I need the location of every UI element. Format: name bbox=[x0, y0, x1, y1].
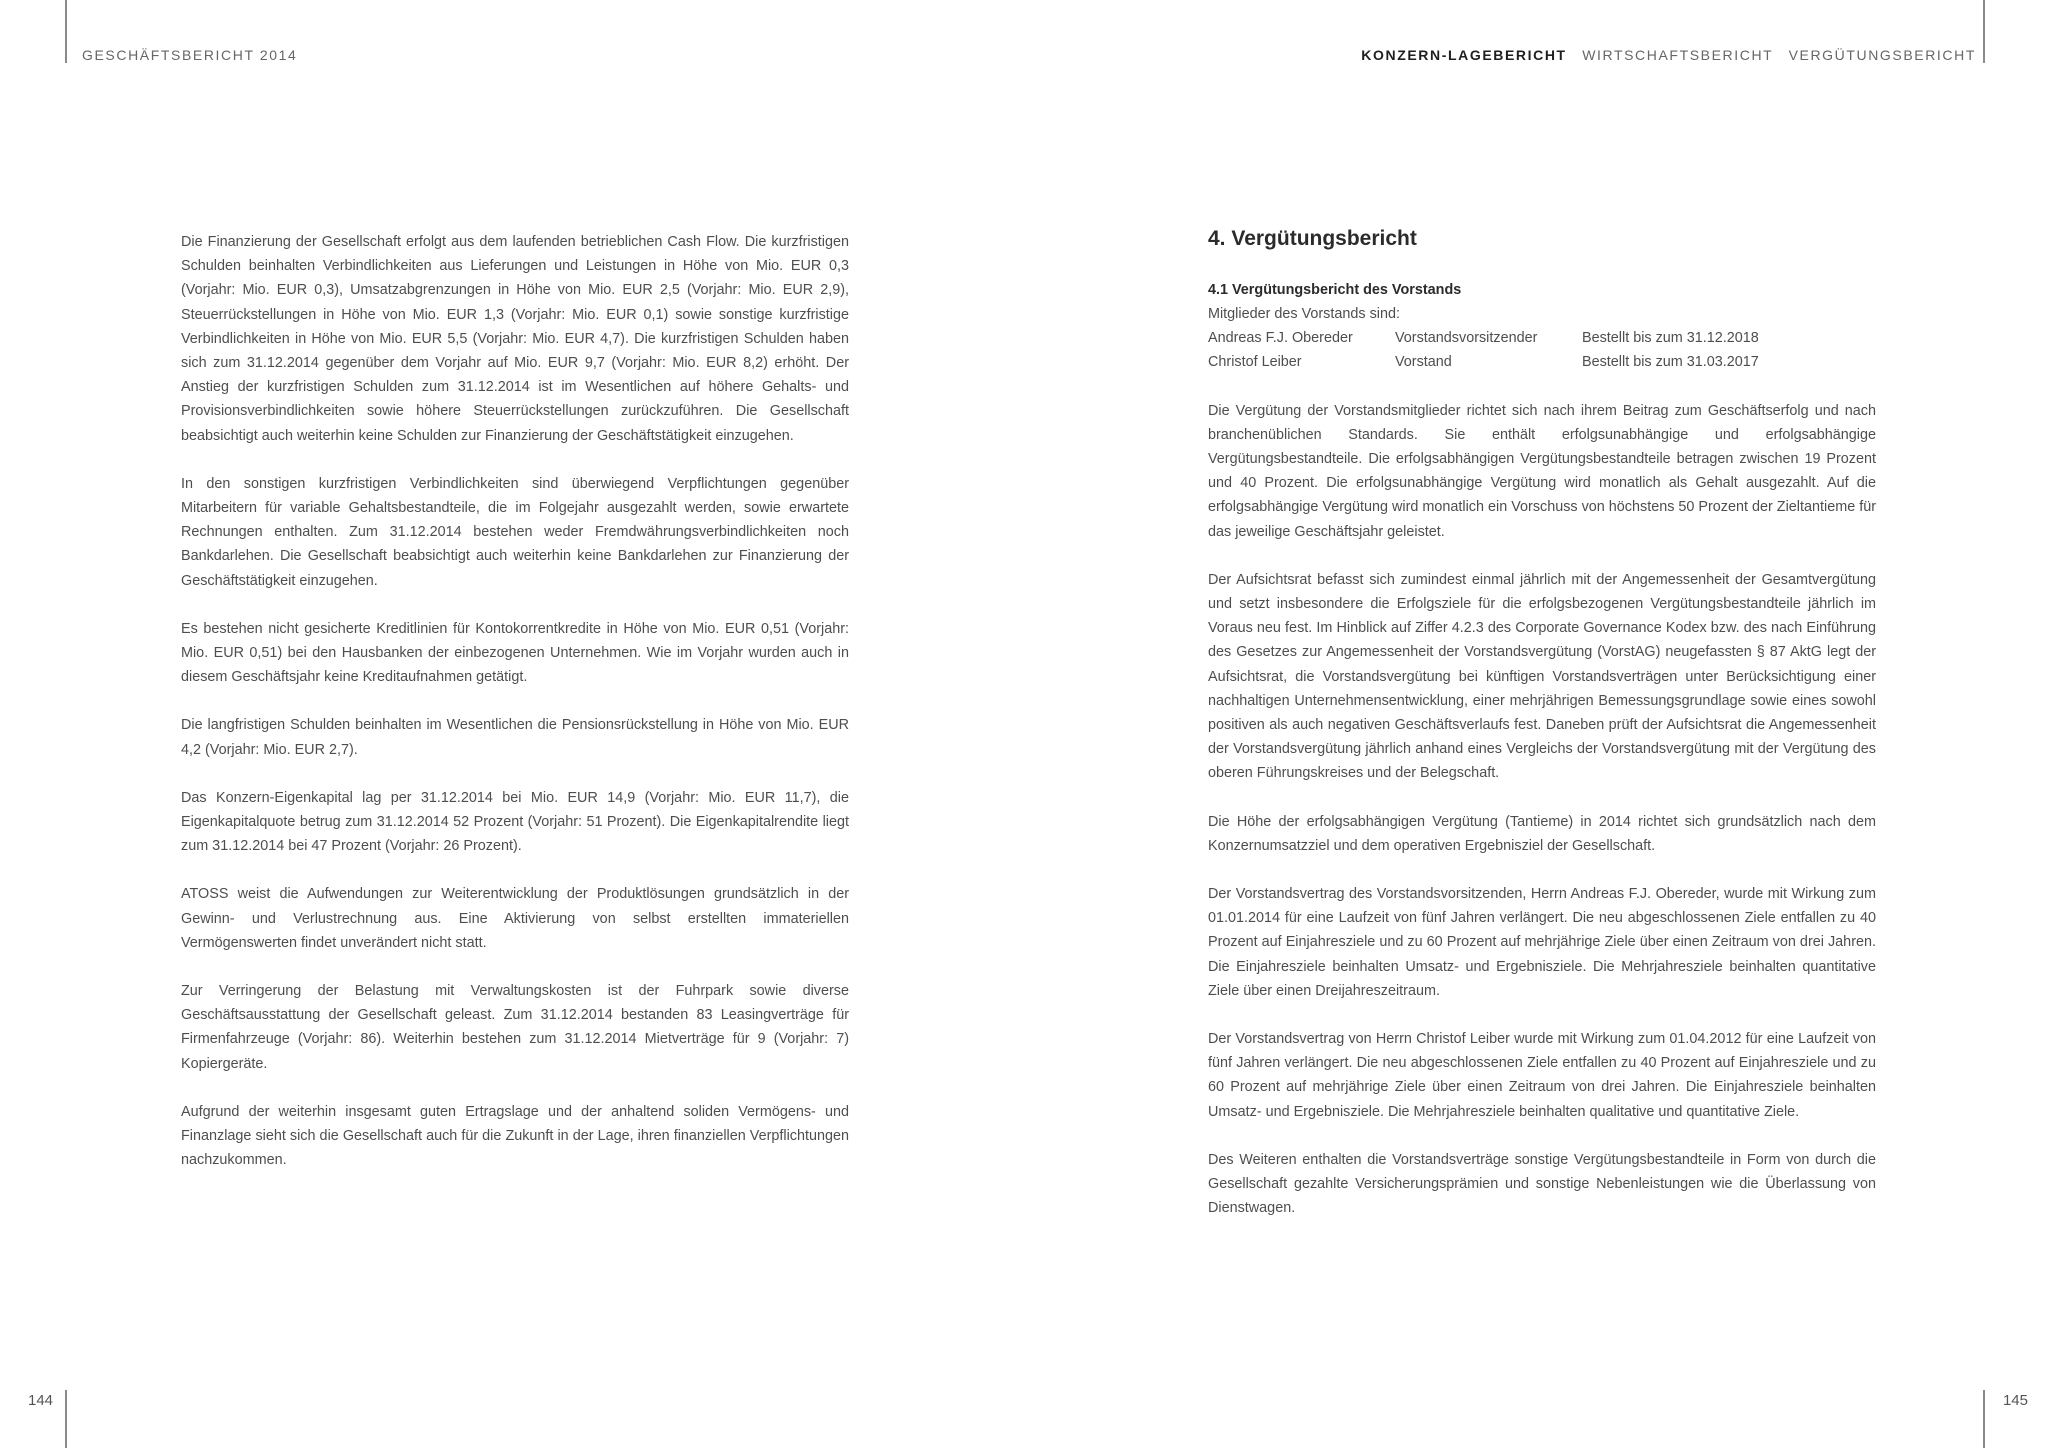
top-left-rule bbox=[65, 0, 67, 63]
bottom-right-rule bbox=[1983, 1390, 1985, 1448]
header-nav-wirtschaftsbericht: WIRTSCHAFTSBERICHT bbox=[1582, 47, 1774, 63]
paragraph: Des Weiteren enthalten die Vorstandsverträge sonstige Vergütungsbestandteile in Form von durch die Gesellschaft gezahlte Versicherungsprämien und sonstige Nebenleistungen wie die Überlassung von Dienstwagen. bbox=[1208, 1151, 1876, 1217]
paragraph: Das Konzern-Eigenkapital lag per 31.12.2014 bei Mio. EUR 14,9 (Vorjahr: Mio. EUR 11,7), die Eigenkapitalquote betrug zum 31.12.2014 52 Prozent (Vorjahr: 51 Prozent). Die Eigenkapitalrendite liegt zum 31.12.2014 bei 47 Prozent (Vorjahr: 26 Prozent). bbox=[181, 789, 849, 855]
running-header-nav bbox=[1351, 47, 1976, 63]
paragraph: Zur Verringerung der Belastung mit Verwaltungskosten ist der Fuhrpark sowie diverse Geschäftsausstattung der Gesellschaft geleast. Zum 31.12.2014 bestanden 83 Leasingverträge für Firmenfahrzeuge (Vorjahr: 86). Weiterhin bestehen zum 31.12.2014 Mietverträge für 9 (Vorjahr: 7) Kopiergeräte. bbox=[181, 983, 849, 1072]
members-intro: Mitglieder des Vorstands sind: bbox=[1208, 306, 1400, 322]
bottom-left-rule bbox=[65, 1390, 67, 1448]
paragraph: Die Vergütung der Vorstandsmitglieder richtet sich nach ihrem Beitrag zum Geschäftserfolg und nach branchenüblichen Standards. Sie enthält erfolgsunabhängige und erfolgsabhängige Vergütungsbestandteile. Die erfolgsabhängigen Vergütungsbestandteile betragen zwischen 19 Prozent und 40 Prozent. Die erfolgsunabhängige Vergütung wird monatlich als Gehalt ausgezahlt. Auf die erfolgsabhängige Vergütung wird monatlich ein Vorschuss von höchstens 50 Prozent der Zieltantieme für das jeweilige Geschäftsjahr geleistet. bbox=[1208, 402, 1876, 540]
right-page-body bbox=[1208, 224, 1876, 1245]
page-number-right: 145 bbox=[2002, 1392, 2028, 1409]
member-row bbox=[1208, 326, 1876, 350]
paragraph: Die Finanzierung der Gesellschaft erfolgt aus dem laufenden betrieblichen Cash Flow. Die kurzfristigen Schulden beinhalten Verbindlichkeiten aus Lieferungen und Leistungen in Höhe von Mio. EUR 0,3 (Vorjahr: Mio. EUR 0,3), Umsatzabgrenzungen in Höhe von Mio. EUR 2,5 (Vorjahr: Mio. EUR 2,9), Steuerrückstellungen in Höhe von Mio. EUR 1,3 (Vorjahr: Mio. EUR 0,1) sowie sonstige kurzfristige Verbindlichkeiten in Höhe von Mio. EUR 5,5 (Vorjahr: Mio. EUR 4,7). Die kurzfristigen Schulden haben sich zum 31.12.2014 gegenüber dem Vorjahr auf Mio. EUR 9,7 (Vorjahr: Mio. EUR 8,2) erhöht. Der Anstieg der kurzfristigen Schulden zum 31.12.2014 ist im Wesentlichen auf höhere Gehalts- und Provisionsverbindlichkeiten sowie höhere Steuerrückstellungen zurückzuführen. Die Gesellschaft beabsichtigt auch weiterhin keine Schulden zur Finanzierung der Geschäftstätigkeit einzugehen. bbox=[181, 234, 849, 444]
member-row bbox=[1208, 350, 1876, 374]
members-table bbox=[1208, 326, 1876, 374]
member-role: Vorstandsvorsitzender bbox=[1395, 330, 1538, 347]
member-term: Bestellt bis zum 31.12.2018 bbox=[1582, 330, 1759, 347]
header-nav-lagebericht: KONZERN-LAGEBERICHT bbox=[1361, 47, 1567, 63]
member-role: Vorstand bbox=[1395, 354, 1452, 371]
running-header-left: GESCHÄFTSBERICHT 2014 bbox=[82, 47, 298, 63]
paragraph: ATOSS weist die Aufwendungen zur Weiterentwicklung der Produktlösungen grundsätzlich in der Gewinn- und Verlustrechnung aus. Eine Aktivierung von selbst erstellten immateriellen Vermögenswerten findet unverändert nicht statt. bbox=[181, 886, 849, 951]
paragraph: Der Vorstandsvertrag des Vorstandsvorsitzenden, Herrn Andreas F.J. Obereder, wurde mit Wirkung zum 01.01.2014 für eine Laufzeit von fünf Jahren verlängert. Die neu abgeschlossenen Ziele entfallen zu 40 Prozent auf Einjahresziele und zu 60 Prozent auf mehrjährige Ziele über einen Zeitraum von drei Jahren. Die Einjahresziele beinhalten Umsatz- und Ergebnisziele. Die Mehrjahresziele beinhalten quantitative Ziele über einen Dreijahreszeitraum. bbox=[1208, 886, 1876, 999]
paragraph: Der Vorstandsvertrag von Herrn Christof Leiber wurde mit Wirkung zum 01.04.2012 für eine Laufzeit von fünf Jahren verlängert. Die neu abgeschlossenen Ziele entfallen zu 40 Prozent auf Einjahresziele und zu 60 Prozent auf mehrjährige Ziele über einen Zeitraum von drei Jahren. Die Einjahresziele beinhalten Umsatz- und Ergebnisziele. Die Mehrjahresziele beinhalten qualitative und quantitative Ziele. bbox=[1208, 1031, 1876, 1120]
paragraph: Die Höhe der erfolgsabhängigen Vergütung (Tantieme) in 2014 richtet sich grundsätzlich nach dem Konzernumsatzziel und dem operativen Ergebnisziel der Gesellschaft. bbox=[1208, 813, 1876, 854]
header-nav-verguetungsbericht: VERGÜTUNGSBERICHT bbox=[1788, 47, 1976, 63]
member-term: Bestellt bis zum 31.03.2017 bbox=[1582, 354, 1759, 371]
subsection-title: 4.1 Vergütungsbericht des Vorstands bbox=[1208, 282, 1462, 298]
page-number-left: 144 bbox=[28, 1392, 54, 1409]
paragraph: Die langfristigen Schulden beinhalten im Wesentlichen die Pensionsrückstellung in Höhe von Mio. EUR 4,2 (Vorjahr: Mio. EUR 2,7). bbox=[181, 717, 849, 758]
paragraph: In den sonstigen kurzfristigen Verbindlichkeiten sind überwiegend Verpflichtungen gegenüber Mitarbeitern für variable Gehaltsbestandteile, die im Folgejahr ausgezahlt werden, sowie erwartete Rechnungen enthalten. Zum 31.12.2014 bestehen weder Fremdwährungsverbindlichkeiten noch Bankdarlehen. Die Gesellschaft beabsichtigt auch weiterhin keine Bankdarlehen zur Finanzierung der Geschäftstätigkeit einzugehen. bbox=[181, 475, 849, 589]
top-right-rule bbox=[1983, 0, 1985, 63]
left-page-body bbox=[181, 230, 849, 1197]
paragraph: Es bestehen nicht gesicherte Kreditlinien für Kontokorrentkredite in Höhe von Mio. EUR 0,51 (Vorjahr: Mio. EUR 0,51) bei den Hausbanken der einbezogenen Unternehmen. Wie im Vorjahr wurden auch in diesem Geschäftsjahr keine Kreditaufnahmen getätigt. bbox=[181, 620, 849, 686]
paragraph: Aufgrund der weiterhin insgesamt guten Ertragslage und der anhaltend soliden Vermögens- und Finanzlage sieht sich die Gesellschaft auch für die Zukunft in der Lage, ihren finanziellen Verpflichtungen nachzukommen. bbox=[181, 1103, 849, 1169]
paragraph: Der Aufsichtsrat befasst sich zumindest einmal jährlich mit der Angemessenheit der Gesamtvergütung und setzt insbesondere die Erfolgsziele für die erfolgsbezogenen Vergütungsbestandteile jährlich im Voraus neu fest. Im Hinblick auf Ziffer 4.2.3 des Corporate Governance Kodex bzw. des nach Einführung des Gesetzes zur Angemessenheit der Vorstandsvergütung (VorstAG) neugefassten § 87 AktG legt der Aufsichtsrat, die Vorstandsvergütung bei künftigen Vorstandsverträgen unter Berücksichtigung einer nachhaltigen Unternehmensentwicklung, einer mehrjährigen Bemessungsgrundlage sowie eines sowohl positiven als auch negativen Geschäftsverlaufs fest. Daneben prüft der Aufsichtsrat die Angemessenheit der Vorstandsvergütung jährlich anhand eines Vergleichs der Vorstandsvergütung mit der Vergütung des oberen Führungskreises und der Belegschaft. bbox=[1208, 571, 1876, 782]
member-name: Christof Leiber bbox=[1208, 354, 1302, 371]
member-name: Andreas F.J. Obereder bbox=[1208, 330, 1353, 347]
section-title: 4. Vergütungsbericht bbox=[1208, 227, 1417, 250]
